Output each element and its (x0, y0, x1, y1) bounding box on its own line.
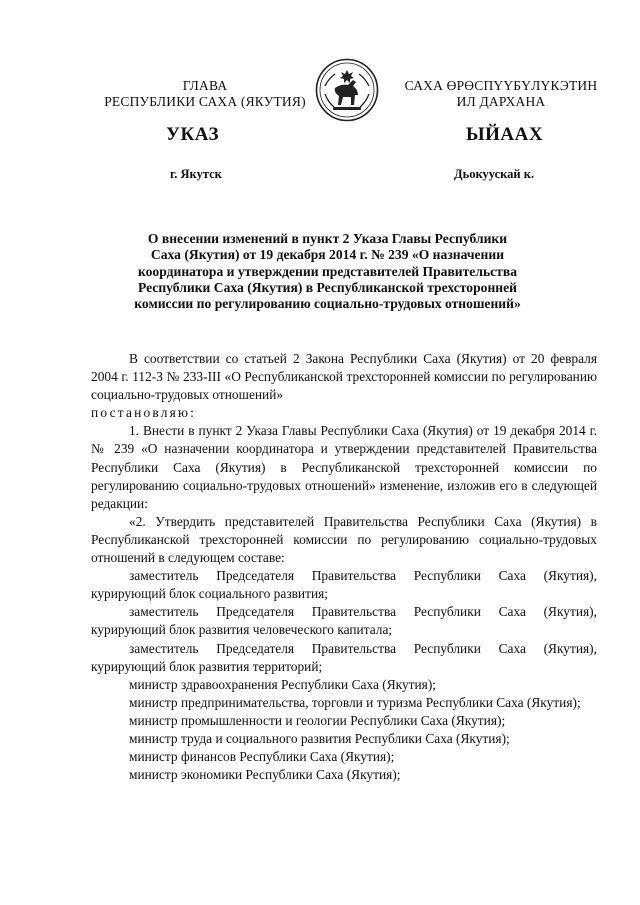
list-item: министр финансов Республики Саха (Якутия); (129, 749, 395, 765)
title-line: Республики Саха (Якутия) в Республиканской трехсторонней (137, 279, 517, 295)
title-line: Саха (Якутия) от 19 декабря 2014 г. № 239 «О назначении (150, 247, 505, 263)
list-item: министр труда и социального развития Республики Саха (Якутия); (129, 730, 510, 746)
list-item: заместитель Председателя Правительства Республики Саха (Якутия), курирующий блок социального развития; (91, 568, 597, 602)
resolution-word: постановляю: (91, 405, 197, 421)
city-sah: Дьокуускай к. (454, 167, 535, 181)
decree-body (91, 350, 597, 784)
clause-2-paragraph: «2. Утвердить представителей Правительства Республики Саха (Якутия) в Республиканской трехсторонней комиссии по регулированию социально-трудовых отношений в следующем составе: (91, 513, 597, 566)
preamble-paragraph: В соответствии со статьей 2 Закона Республики Саха (Якутия) от 20 февраля 2004 г. 112-З № 233-III «О Республиканской трехсторонней комиссии по регулированию социально-трудовых отношений» (91, 351, 597, 403)
list-item: министр предпринимательства, торговли и туризма Республики Саха (Якутия); (129, 694, 581, 710)
title-line: О внесении изменений в пункт 2 Указа Главы Республики (147, 231, 508, 246)
header-left-line2: РЕСПУБЛИКИ САХА (ЯКУТИЯ) (104, 94, 306, 109)
city-ru: г. Якутск (170, 167, 222, 181)
list-item: заместитель Председателя Правительства Республики Саха (Якутия), курирующий блок развития территорий; (91, 640, 597, 674)
header-right-title (390, 78, 612, 110)
doc-type-ru: УКАЗ (166, 124, 219, 145)
list-item: заместитель Председателя Правительства Республики Саха (Якутия), курирующий блок развития человеческого капитала; (91, 604, 597, 638)
title-line: комиссии по регулированию социально-трудовых отношений» (134, 296, 521, 312)
list-item: министр промышленности и геологии Республики Саха (Якутия); (129, 712, 506, 728)
header-right-line2: ИЛ ДАРХАНА (456, 94, 546, 109)
decree-title (100, 231, 555, 312)
header-left-line1: ГЛАВА (182, 78, 228, 93)
coat-of-arms-icon (315, 58, 379, 122)
doc-type-sah: ЫЙААХ (466, 124, 544, 145)
clause-1-paragraph: 1. Внести в пункт 2 Указа Главы Республики Саха (Якутия) от 19 декабря 2014 г. № 239 «О назначении координатора и утверждении представителей Правительства Республики Саха (Якутия) в Республиканской трехсторонней комиссии по регулированию социально-трудовых отношений» изменение, изложив его в следующей редакции: (91, 423, 597, 511)
header-left-title (80, 78, 330, 110)
title-line: координатора и утверждении представителей Правительства (137, 263, 518, 279)
list-item: министр здравоохранения Республики Саха (Якутия); (129, 676, 437, 692)
header-right-line1: САХА ӨРӨСПҮҮБҮЛҮКЭТИН (404, 78, 598, 93)
list-item: министр экономики Республики Саха (Якутия); (129, 767, 401, 783)
